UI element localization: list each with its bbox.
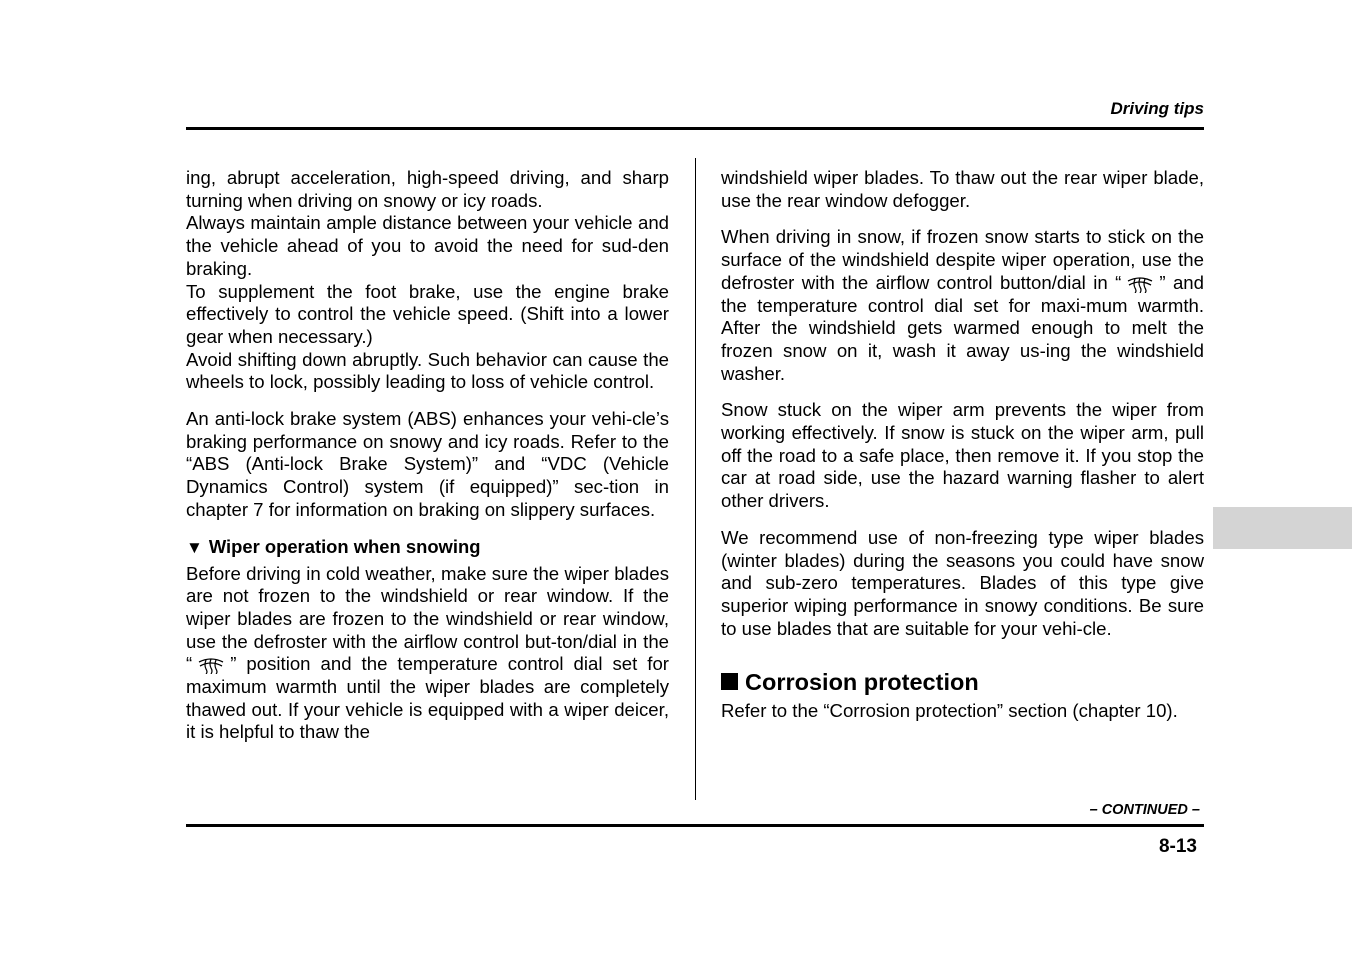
- bottom-rule: [186, 824, 1204, 827]
- windshield-defroster-icon: [196, 654, 226, 674]
- paragraph: ing, abrupt acceleration, high-speed driving, and sharp turning when driving on snowy or icy roads.: [186, 167, 669, 211]
- running-head: Driving tips: [1110, 99, 1204, 118]
- paragraph: To supplement the foot brake, use the engine brake effectively to control the vehicle speed. (Shift into a lower gear when necessary.): [186, 280, 669, 347]
- section-heading-text: Corrosion protection: [745, 669, 979, 696]
- column-divider: [695, 158, 696, 800]
- paragraph: Refer to the “Corrosion protection” section (chapter 10).: [721, 700, 1178, 722]
- section-heading: [721, 668, 1204, 696]
- triangle-marker-icon: ▼: [186, 537, 203, 557]
- subsection-heading: [186, 536, 669, 559]
- paragraph: windshield wiper blades. To thaw out the rear wiper blade, use the rear window defogger.: [721, 167, 1204, 211]
- subsection-heading-text: Wiper operation when snowing: [208, 535, 481, 557]
- paragraph: Always maintain ample distance between your vehicle and the vehicle ahead of you to avoid the need for sud-den braking.: [186, 212, 669, 279]
- left-column: [186, 167, 669, 744]
- paragraph: Snow stuck on the wiper arm prevents the wiper from working effectively. If snow is stuck on the wiper arm, pull off the road to a safe place, then remove it. If you stop the car at road side, use the hazard warning flasher to alert other drivers.: [721, 399, 1204, 512]
- chapter-tab-marker: [1213, 507, 1352, 549]
- page-number: 8-13: [1158, 836, 1197, 857]
- continued-label: – CONTINUED –: [1089, 802, 1200, 818]
- paragraph-with-icon: Before driving in cold weather, make sure the wiper blades are not frozen to the windshield or rear window. If the wiper blades are frozen to the windshield or rear window, use the defroster with the airflow control but-ton/dial in the “ ” position and the temperature control dial set for maximum warmth until the wiper blades are completely thawed out. If your vehicle is equipped with a wiper deicer, it is helpful to thaw the: [186, 562, 669, 743]
- top-rule: [186, 127, 1204, 130]
- right-column: [721, 167, 1204, 723]
- paragraph: An anti-lock brake system (ABS) enhances your vehi-cle’s braking performance on snowy and icy roads. Refer to the “ABS (Anti-lock Brake System)” and “VDC (Vehicle Dynamics Control) system (if equipped)” sec-tion in chapter 7 for information on braking on slippery surfaces.: [186, 408, 669, 520]
- paragraph-with-icon: When driving in snow, if frozen snow starts to stick on the surface of the windshield despite wiper operation, use the defroster with the airflow control button/dial in “ ” and the temperature control dial set for maxi-mum warmth. After the windshield gets warmed enough to melt the frozen snow on it, wash it away us-ing the windshield washer.: [721, 226, 1204, 384]
- black-square-icon: [721, 673, 738, 690]
- windshield-defroster-icon: [1125, 273, 1155, 293]
- paragraph: Avoid shifting down abruptly. Such behavior can cause the wheels to lock, possibly leading to loss of vehicle control.: [186, 348, 669, 393]
- paragraph: We recommend use of non-freezing type wiper blades (winter blades) during the seasons you could have snow and sub-zero temperatures. Blades of this type give superior wiping performance in snowy conditions. Be sure to use blades that are suitable for your vehi-cle.: [721, 526, 1204, 639]
